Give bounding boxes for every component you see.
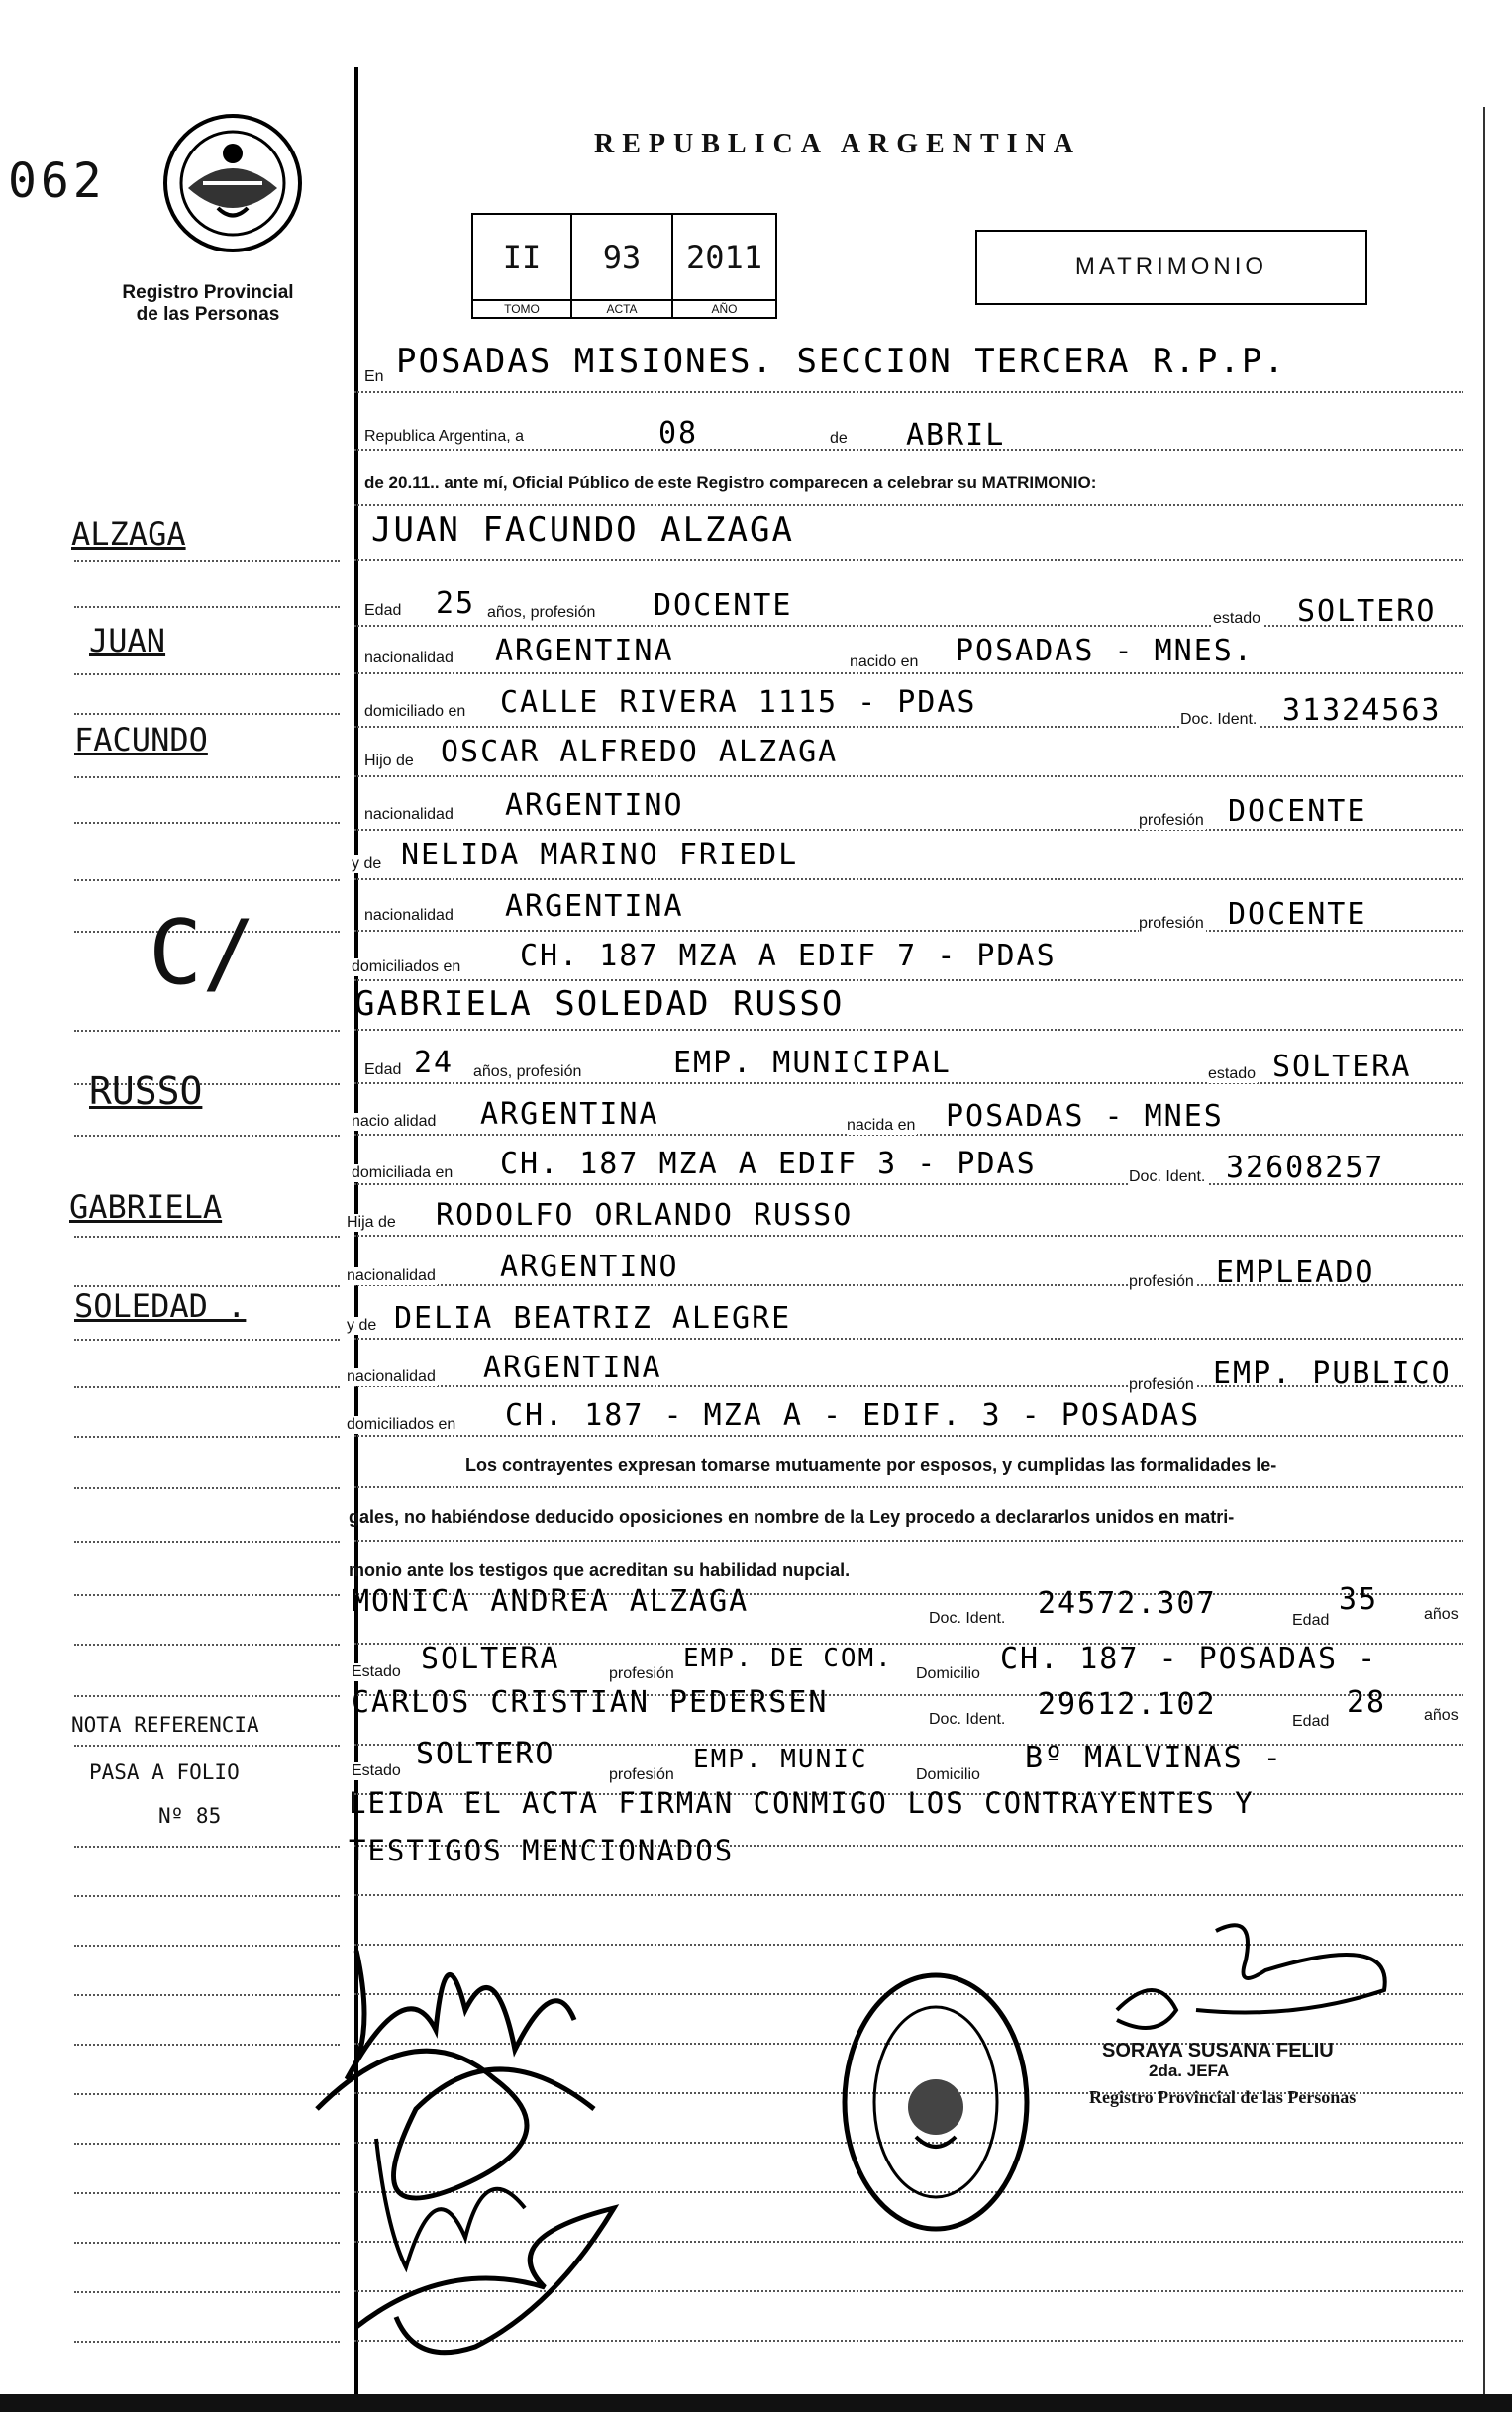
anio-cell xyxy=(673,215,775,317)
margin-line xyxy=(74,560,340,562)
signature-scribbles-icon xyxy=(297,1911,654,2386)
row-line xyxy=(354,560,1463,561)
groom-address: CALLE RIVERA 1115 - PDAS xyxy=(500,685,977,720)
margin-line xyxy=(74,1030,340,1032)
label-profesion: profesión xyxy=(1129,1273,1194,1290)
margin-line xyxy=(74,1135,340,1137)
tomo-cell xyxy=(473,215,572,317)
groom-age: 25 xyxy=(436,586,476,621)
acta-label: ACTA xyxy=(572,299,671,317)
groom-birthplace: POSADAS - MNES. xyxy=(956,634,1254,668)
label-profesion: profesión xyxy=(1139,915,1204,932)
row-line xyxy=(354,1487,1463,1488)
row-line xyxy=(354,1236,1463,1237)
row-line xyxy=(354,673,1463,674)
label-nacionalidad: nacionalidad xyxy=(364,650,454,666)
label-domiciliados-en: domiciliados en xyxy=(347,1416,456,1433)
label-estado: Estado xyxy=(352,1762,401,1779)
bride-nationality: ARGENTINA xyxy=(480,1097,659,1132)
label-anios-profesion: años, profesión xyxy=(487,604,596,621)
margin-second-name-bride: SOLEDAD . xyxy=(74,1287,247,1325)
margin-note-2: PASA A FOLIO xyxy=(89,1760,240,1784)
witness1-name: MONICA ANDREA ALZAGA xyxy=(352,1584,750,1619)
month-value: ABRIL xyxy=(906,418,1006,452)
label-edad: Edad xyxy=(1292,1713,1330,1730)
label-nacida-en: nacida en xyxy=(847,1117,916,1134)
witness2-address: Bº MALVINAS - xyxy=(1025,1741,1283,1775)
label-estado: Estado xyxy=(352,1663,401,1680)
margin-line xyxy=(74,673,340,675)
witness1-address: CH. 187 - POSADAS - xyxy=(1000,1642,1378,1676)
label-y-de: y de xyxy=(352,855,382,872)
label-nacido-en: nacido en xyxy=(850,653,919,670)
groom-mother-nationality: ARGENTINA xyxy=(505,889,684,924)
official-signature-icon xyxy=(1097,1911,1414,2050)
day-value: 08 xyxy=(658,416,699,451)
groom-doc: 31324563 xyxy=(1282,693,1442,728)
bottom-edge xyxy=(0,2394,1512,2412)
bride-address: CH. 187 MZA A EDIF 3 - PDAS xyxy=(500,1147,1037,1181)
label-edad: Edad xyxy=(364,1061,402,1078)
official-title: 2da. JEFA xyxy=(1149,2061,1230,2080)
label-domicilio: Domicilio xyxy=(916,1665,980,1682)
label-doc-ident: Doc. Ident. xyxy=(929,1610,1006,1627)
margin-line xyxy=(74,822,340,824)
row-line xyxy=(354,392,1463,393)
bride-father-nationality: ARGENTINO xyxy=(500,1250,679,1284)
tomo-acta-anio-box xyxy=(471,213,777,319)
document-type-box: MATRIMONIO xyxy=(975,230,1367,305)
label-edad: Edad xyxy=(364,602,402,619)
label-profesion: profesión xyxy=(609,1766,674,1783)
label-en: En xyxy=(364,368,384,385)
label-hija-de: Hija de xyxy=(347,1214,396,1231)
registro-line-2: de las Personas xyxy=(136,304,280,325)
label-anios-profesion: años, profesión xyxy=(473,1063,582,1080)
row-line xyxy=(354,1436,1463,1437)
tomo-label: TOMO xyxy=(473,299,570,317)
label-profesion: profesión xyxy=(1129,1376,1194,1393)
row-line xyxy=(354,830,1463,831)
row-line xyxy=(354,776,1463,777)
bride-birthplace: POSADAS - MNES xyxy=(946,1099,1224,1134)
label-de: de xyxy=(830,430,848,447)
label-anios: años xyxy=(1424,1606,1459,1623)
folio-number: 062 xyxy=(8,153,106,209)
margin-line xyxy=(74,1386,340,1388)
registro-caption xyxy=(79,282,337,326)
label-domicilio: Domicilio xyxy=(916,1766,980,1783)
official-office: Registro Provincial de las Personas xyxy=(1089,2087,1357,2107)
tomo-value: II xyxy=(502,238,542,276)
place-value: POSADAS MISIONES. SECCION TERCERA R.P.P. xyxy=(396,342,1286,381)
label-y-de: y de xyxy=(347,1317,377,1334)
witness2-doc: 29612.102 xyxy=(1038,1687,1217,1722)
groom-father: OSCAR ALFREDO ALZAGA xyxy=(441,735,839,769)
declaration-line-1: Los contrayentes expresan tomarse mutuamente por esposos, y cumplidas las formalidades le- xyxy=(465,1456,1277,1475)
margin-line xyxy=(74,879,340,881)
margin-surname-groom: ALZAGA xyxy=(71,515,186,553)
witness2-name: CARLOS CRISTIAN PEDERSEN xyxy=(352,1685,829,1720)
witness1-status: SOLTERA xyxy=(421,1642,560,1676)
label-nacionalidad: nacionalidad xyxy=(364,806,454,823)
right-border xyxy=(1483,107,1485,2412)
groom-profession: DOCENTE xyxy=(654,588,793,623)
official-stamp-icon xyxy=(837,1968,1035,2236)
margin-line xyxy=(74,1339,340,1341)
bride-age: 24 xyxy=(414,1046,454,1080)
witness2-age: 28 xyxy=(1347,1685,1387,1720)
bride-father-profession: EMPLEADO xyxy=(1216,1256,1375,1290)
margin-line xyxy=(74,1594,340,1596)
bride-profession: EMP. MUNICIPAL xyxy=(673,1046,952,1080)
groom-mother: NELIDA MARINO FRIEDL xyxy=(401,838,799,872)
bride-father: RODOLFO ORLANDO RUSSO xyxy=(436,1198,854,1233)
groom-father-profession: DOCENTE xyxy=(1228,794,1367,829)
bride-status: SOLTERA xyxy=(1272,1050,1412,1084)
margin-separator: C/ xyxy=(149,901,256,1005)
margin-line xyxy=(74,1236,340,1238)
margin-line xyxy=(74,1846,340,1848)
margin-line xyxy=(74,1644,340,1646)
margin-name-bride: GABRIELA xyxy=(69,1188,223,1226)
margin-line xyxy=(74,1895,340,1897)
margin-note-1: NOTA REFERENCIA xyxy=(71,1713,259,1737)
margin-line xyxy=(74,1487,340,1489)
witness2-status: SOLTERO xyxy=(416,1737,555,1771)
label-domiciliada-en: domiciliada en xyxy=(352,1164,454,1181)
closing-line-1: LEIDA EL ACTA FIRMAN CONMIGO LOS CONTRAYENTES Y xyxy=(349,1786,1255,1820)
margin-surname-bride: RUSSO xyxy=(89,1069,203,1113)
label-domiciliados-en: domiciliados en xyxy=(352,958,461,975)
margin-line xyxy=(74,1541,340,1543)
anio-value: 2011 xyxy=(685,238,763,276)
label-doc-ident: Doc. Ident. xyxy=(1129,1168,1206,1185)
margin-line xyxy=(74,713,340,715)
groom-parents-address: CH. 187 MZA A EDIF 7 - PDAS xyxy=(520,939,1057,973)
label-nacionalidad: nacionalidad xyxy=(347,1368,436,1385)
groom-status: SOLTERO xyxy=(1297,594,1437,629)
margin-name-groom: JUAN xyxy=(89,622,166,659)
label-doc-ident: Doc. Ident. xyxy=(1180,711,1258,728)
bride-mother-nationality: ARGENTINA xyxy=(483,1351,662,1385)
label-hijo-de: Hijo de xyxy=(364,753,414,769)
label-anios: años xyxy=(1424,1707,1459,1724)
bride-doc: 32608257 xyxy=(1226,1151,1385,1185)
label-nacionalidad: nacionalidad xyxy=(364,907,454,924)
label-profesion: profesión xyxy=(609,1665,674,1682)
margin-line xyxy=(74,776,340,778)
country-title: REPUBLICA ARGENTINA xyxy=(594,129,1081,159)
groom-mother-profession: DOCENTE xyxy=(1228,897,1367,932)
label-nacionalidad: nacionalidad xyxy=(347,1267,436,1284)
witness2-profession: EMP. MUNIC xyxy=(693,1745,868,1774)
bride-parents-address: CH. 187 - MZA A - EDIF. 3 - POSADAS xyxy=(505,1398,1201,1433)
bride-name: GABRIELA SOLEDAD RUSSO xyxy=(354,984,845,1024)
label-profesion: profesión xyxy=(1139,812,1204,829)
row-line xyxy=(354,1895,1463,1896)
acta-cell xyxy=(572,215,673,317)
margin-line xyxy=(74,1745,340,1747)
province-seal-icon xyxy=(158,109,307,257)
row-line xyxy=(354,879,1463,880)
row-line xyxy=(354,505,1463,506)
closing-line-2: TESTIGOS MENCIONADOS xyxy=(349,1834,735,1867)
anio-label: AÑO xyxy=(673,299,775,317)
label-domiciliado-en: domiciliado en xyxy=(364,703,466,720)
label-edad: Edad xyxy=(1292,1612,1330,1629)
margin-second-name-groom: FACUNDO xyxy=(74,721,208,758)
declaration-line-3: monio ante los testigos que acreditan su habilidad nupcial. xyxy=(349,1560,851,1580)
row-line xyxy=(354,980,1463,981)
row-line xyxy=(354,1339,1463,1340)
official-name: SORAYA SUSANA FELIU xyxy=(1102,2040,1334,2061)
label-estado: estado xyxy=(1208,1065,1257,1082)
label-de-2011: de 20.11.. ante mí, Oficial Público de este Registro comparecen a celebrar su MATRIMONIO: xyxy=(364,473,1097,492)
witness1-doc: 24572.307 xyxy=(1038,1586,1217,1621)
witness1-profession: EMP. DE COM. xyxy=(683,1644,893,1673)
margin-line xyxy=(74,606,340,608)
margin-note-3: Nº 85 xyxy=(158,1804,222,1828)
label-republica: Republica Argentina, a xyxy=(364,428,524,445)
label-nacio-alidad: nacio alidad xyxy=(352,1113,437,1130)
margin-line xyxy=(74,1436,340,1438)
declaration-line-2: gales, no habiéndose deducido oposiciones en nombre de la Ley procedo a declararlos unidos en matri- xyxy=(349,1507,1235,1527)
label-estado: estado xyxy=(1213,610,1261,627)
margin-line xyxy=(74,1695,340,1697)
bride-mother-profession: EMP. PUBLICO xyxy=(1213,1357,1452,1391)
registro-line-1: Registro Provincial xyxy=(122,282,294,303)
groom-nationality: ARGENTINA xyxy=(495,634,674,668)
groom-father-nationality: ARGENTINO xyxy=(505,788,684,823)
label-doc-ident: Doc. Ident. xyxy=(929,1711,1006,1728)
row-line xyxy=(354,1541,1463,1542)
bride-mother: DELIA BEATRIZ ALEGRE xyxy=(394,1301,792,1336)
row-line xyxy=(354,1135,1463,1136)
groom-name: JUAN FACUNDO ALZAGA xyxy=(371,510,794,550)
witness1-age: 35 xyxy=(1339,1582,1379,1617)
acta-value: 93 xyxy=(602,238,642,276)
row-line xyxy=(354,1030,1463,1031)
